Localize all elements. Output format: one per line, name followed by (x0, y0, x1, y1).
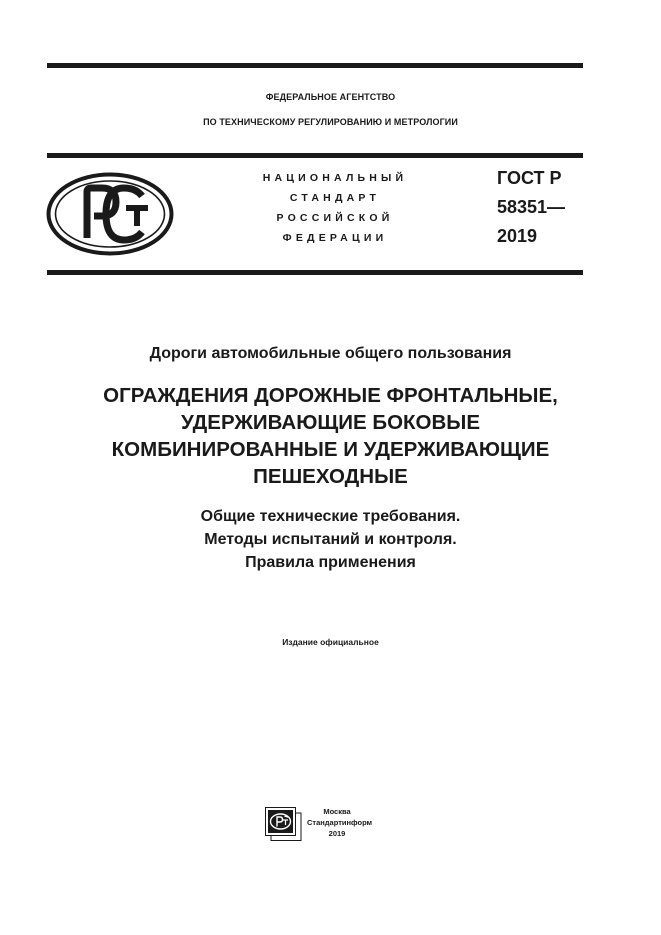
publisher-name: Стандартинформ (307, 818, 373, 827)
standard-block-bottom-rule (47, 270, 583, 275)
publisher-info (307, 806, 373, 839)
rst-emblem-icon (46, 172, 174, 256)
subtitle-line-1: Общие технические требования. (200, 508, 461, 525)
standard-type-line-1: НАЦИОНАЛЬНЫЙ (262, 172, 408, 184)
publisher-city: Москва (323, 807, 351, 816)
main-title-line-2: УДЕРЖИВАЮЩИЕ БОКОВЫЕ (180, 411, 481, 434)
standard-type-line-2: СТАНДАРТ (289, 192, 381, 204)
subtitle-line-3: Правила применения (245, 554, 416, 571)
subtitle-line-2: Методы испытаний и контроля. (204, 531, 457, 548)
gost-code-line-1: ГОСТ Р (497, 168, 562, 188)
main-title-line-3: КОМБИНИРОВАННЫЕ И УДЕРЖИВАЮЩИЕ (111, 438, 550, 461)
gost-code-line-2: 58351— (497, 197, 566, 217)
document-category: Дороги автомобильные общего пользования (149, 345, 512, 362)
standard-type-line-3: РОССИЙСКОЙ (276, 212, 394, 224)
main-title-line-4: ПЕШЕХОДНЫЕ (253, 465, 408, 488)
publisher-year: 2019 (328, 829, 346, 838)
agency-line-1: ФЕДЕРАЛЬНОЕ АГЕНТСТВО (265, 92, 396, 102)
gost-code-line-3: 2019 (497, 226, 538, 246)
standartinform-logo-icon (265, 807, 302, 841)
standard-block-top-rule (47, 153, 583, 158)
main-title-line-1: ОГРАЖДЕНИЯ ДОРОЖНЫЕ ФРОНТАЛЬНЫЕ, (103, 384, 558, 407)
top-rule (47, 63, 583, 68)
edition-note: Издание официальное (282, 637, 379, 647)
agency-line-2: ПО ТЕХНИЧЕСКОМУ РЕГУЛИРОВАНИЮ И МЕТРОЛОГИИ (203, 117, 458, 127)
standard-type-line-4: ФЕДЕРАЦИИ (282, 232, 388, 244)
